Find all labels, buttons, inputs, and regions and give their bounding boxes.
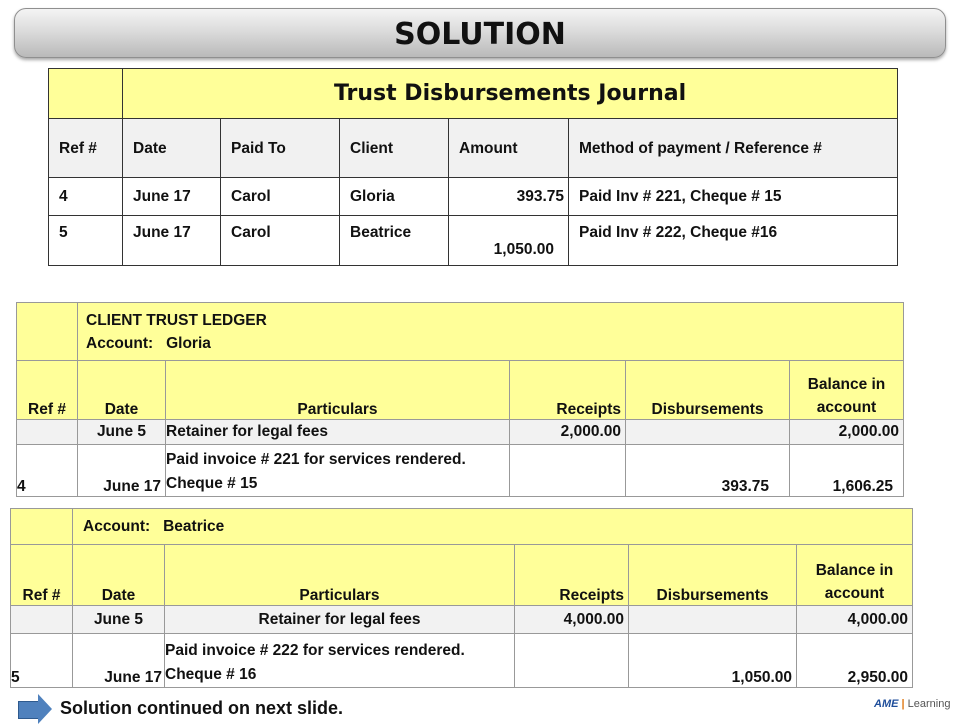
ledger-header-disbursements: Disbursements [629,545,797,606]
ledger-disbursements: 1,050.00 [629,634,797,688]
logo-word: Learning [907,698,951,710]
ledger-row [17,420,904,445]
journal-header-row [49,119,898,178]
ledger-date: June 17 [73,634,165,688]
journal-title: Trust Disbursements Journal [123,69,898,119]
journal-client: Beatrice [340,216,449,266]
ledger-ref [11,606,73,634]
logo-brand: AME [874,698,899,710]
journal-header-method: Method of payment / Reference # [569,119,898,178]
journal-method: Paid Inv # 221, Cheque # 15 [569,178,898,216]
ledger-header-balance: Balance in account [790,361,904,420]
ledger-balance: 1,606.25 [790,445,904,497]
ledger-receipts [510,445,626,497]
slide-title: SOLUTION [394,17,566,52]
journal-date: June 17 [123,178,221,216]
ledger-ref: 5 [11,634,73,688]
journal-header-client: Client [340,119,449,178]
journal-header-amount: Amount [449,119,569,178]
ledger-heading: CLIENT TRUST LEDGER [86,311,267,329]
ame-learning-logo [874,698,950,710]
ledger-row [17,445,904,497]
ledger-corner-cell [17,303,78,361]
journal-corner-cell [49,69,123,119]
ledger-row [11,606,913,634]
ledger-account-line [86,332,903,355]
client-trust-ledger-beatrice [10,508,913,688]
footer-note: Solution continued on next slide. [60,698,343,718]
ledger-balance: 4,000.00 [797,606,913,634]
ledger-header-receipts: Receipts [510,361,626,420]
ledger-balance: 2,950.00 [797,634,913,688]
journal-paid-to: Carol [221,178,340,216]
ledger-heading-cell [78,303,904,361]
account-label: Account: [86,334,154,352]
account-name: Gloria [166,334,211,352]
ledger-receipts: 4,000.00 [515,606,629,634]
client-trust-ledger-gloria [16,302,904,497]
ledger-date: June 17 [78,445,166,497]
journal-header-date: Date [123,119,221,178]
ledger-receipts: 2,000.00 [510,420,626,445]
ledger-disbursements [626,420,790,445]
ledger-header-ref: Ref # [11,545,73,606]
journal-date: June 17 [123,216,221,266]
ledger-header-disbursements: Disbursements [626,361,790,420]
ledger-header-row [11,545,913,606]
ledger-header-date: Date [73,545,165,606]
ledger-disbursements [629,606,797,634]
ledger-particulars: Retainer for legal fees [166,420,510,445]
ledger-header-row [17,361,904,420]
ledger-header-ref: Ref # [17,361,78,420]
ledger-header-balance: Balance in account [797,545,913,606]
ledger-particulars: Paid invoice # 221 for services rendered. Cheque # 15 [166,445,510,497]
right-arrow-icon[interactable] [18,701,39,719]
ledger-row [11,634,913,688]
journal-method: Paid Inv # 222, Cheque #16 [569,216,898,266]
journal-row [49,178,898,216]
journal-amount: 1,050.00 [449,216,569,266]
ledger-balance: 2,000.00 [790,420,904,445]
trust-disbursements-journal [48,68,898,266]
ledger-ref: 4 [17,445,78,497]
journal-header-paid-to: Paid To [221,119,340,178]
logo-separator: | [901,698,905,710]
journal-header-ref: Ref # [49,119,123,178]
title-banner [14,8,946,58]
ledger-date: June 5 [73,606,165,634]
journal-paid-to: Carol [221,216,340,266]
journal-client: Gloria [340,178,449,216]
journal-amount: 393.75 [449,178,569,216]
ledger-receipts [515,634,629,688]
journal-row [49,216,898,266]
ledger-particulars: Retainer for legal fees [165,606,515,634]
ledger-account-line [73,509,913,545]
account-name: Beatrice [163,517,225,535]
ledger-disbursements: 393.75 [626,445,790,497]
ledger-corner-cell [11,509,73,545]
journal-ref: 5 [49,216,123,266]
ledger-ref [17,420,78,445]
ledger-header-particulars: Particulars [166,361,510,420]
ledger-header-receipts: Receipts [515,545,629,606]
ledger-header-particulars: Particulars [165,545,515,606]
account-label: Account: [83,517,151,535]
ledger-header-date: Date [78,361,166,420]
journal-ref: 4 [49,178,123,216]
ledger-date: June 5 [78,420,166,445]
ledger-particulars: Paid invoice # 222 for services rendered. Cheque # 16 [165,634,515,688]
